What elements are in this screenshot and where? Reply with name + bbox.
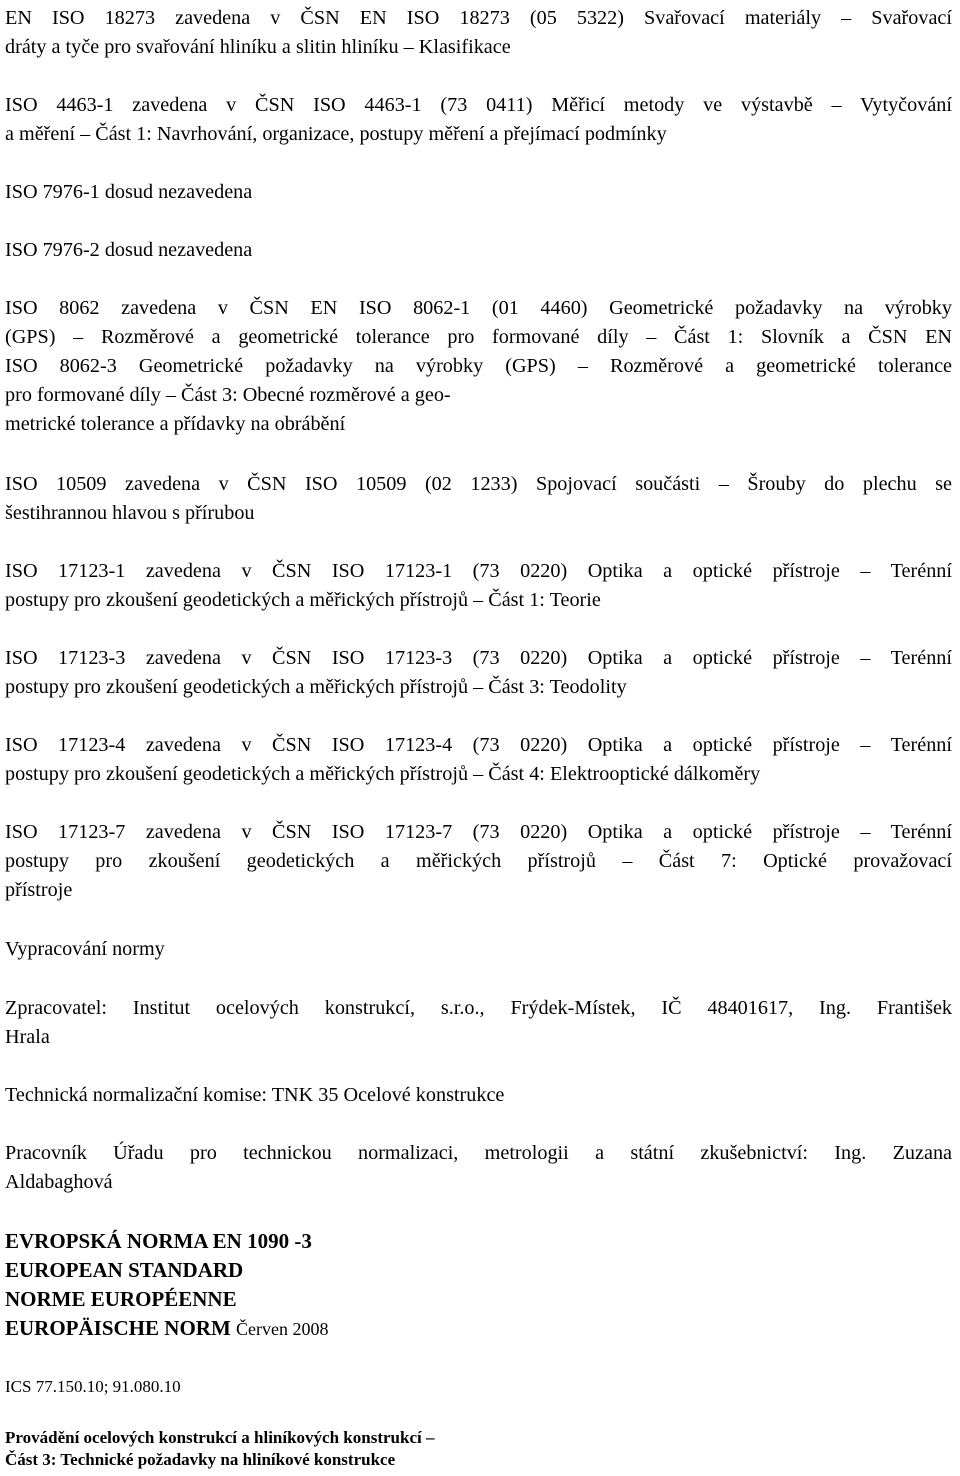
body-line: a měření – Část 1: Navrhování, organizace, postupy měření a přejímací podmínky — [5, 123, 667, 145]
body-line: ISO 17123-7 zavedena v ČSN ISO 17123-7 (73 0220) Optika a optické přístroje – Terénní — [5, 821, 952, 843]
ics-code: ICS 77.150.10; 91.080.10 — [5, 1377, 181, 1396]
body-line: Zpracovatel: Institut ocelových konstrukcí, s.r.o., Frýdek-Místek, IČ 48401617, Ing. František — [5, 997, 952, 1019]
standard-title-line: Provádění ocelových konstrukcí a hliníkových konstrukcí – — [5, 1428, 435, 1447]
body-line: ISO 8062-3 Geometrické požadavky na výrobky (GPS) – Rozměrové a geometrické tolerance — [5, 355, 952, 377]
body-line: ISO 17123-3 zavedena v ČSN ISO 17123-3 (73 0220) Optika a optické přístroje – Terénní — [5, 647, 952, 669]
standard-header-line: EUROPEAN STANDARD — [5, 1258, 244, 1282]
body-line: ISO 7976-1 dosud nezavedena — [5, 181, 253, 203]
body-line: Aldabaghová — [5, 1171, 113, 1193]
body-line: Technická normalizační komise: TNK 35 Ocelové konstrukce — [5, 1084, 505, 1106]
body-line: pro formované díly – Část 3: Obecné rozměrové a geo- — [5, 384, 451, 406]
body-line: postupy pro zkoušení geodetických a měřických přístrojů – Část 1: Teorie — [5, 589, 601, 611]
body-line: dráty a tyče pro svařování hliníku a slitin hliníku – Klasifikace — [5, 36, 511, 58]
body-line: EN ISO 18273 zavedena v ČSN EN ISO 18273 (05 5322) Svařovací materiály – Svařovací — [5, 7, 952, 29]
body-line: šestihrannou hlavou s přírubou — [5, 502, 255, 524]
body-line: (GPS) – Rozměrové a geometrické tolerance pro formované díly – Část 1: Slovník a ČSN EN — [5, 326, 952, 348]
body-line: přístroje — [5, 879, 73, 901]
standard-header-name: EUROPÄISCHE NORM — [5, 1316, 231, 1340]
standard-header-line: EVROPSKÁ NORMA EN 1090 -3 — [5, 1229, 312, 1253]
body-line: ISO 7976-2 dosud nezavedena — [5, 239, 253, 261]
standard-header-line: NORME EUROPÉENNE — [5, 1287, 237, 1311]
body-line: postupy pro zkoušení geodetických a měřických přístrojů – Část 3: Teodolity — [5, 676, 627, 698]
body-line: ISO 8062 zavedena v ČSN EN ISO 8062-1 (01 4460) Geometrické požadavky na výrobky — [5, 297, 952, 319]
standard-title-line: Část 3: Technické požadavky na hliníkové konstrukce — [5, 1450, 396, 1469]
standard-header-line — [5, 1314, 952, 1344]
body-line: ISO 17123-1 zavedena v ČSN ISO 17123-1 (73 0220) Optika a optické přístroje – Terénní — [5, 560, 952, 582]
body-line: postupy pro zkoušení geodetických a měřických přístrojů – Část 7: Optické provažovací — [5, 850, 952, 872]
body-line: postupy pro zkoušení geodetických a měřických přístrojů – Část 4: Elektrooptické dálkoměry — [5, 763, 761, 785]
body-line: Pracovník Úřadu pro technickou normalizaci, metrologii a státní zkušebnictví: Ing. Zuzana — [5, 1142, 952, 1164]
body-line: ISO 10509 zavedena v ČSN ISO 10509 (02 1233) Spojovací součásti – Šrouby do plechu se — [5, 473, 952, 495]
standard-date: Červen 2008 — [236, 1319, 329, 1339]
section-heading: Vypracování normy — [5, 938, 165, 960]
body-line: metrické tolerance a přídavky na obrábění — [5, 413, 346, 435]
body-line: ISO 17123-4 zavedena v ČSN ISO 17123-4 (73 0220) Optika a optické přístroje – Terénní — [5, 734, 952, 756]
body-line: ISO 4463-1 zavedena v ČSN ISO 4463-1 (73 0411) Měřicí metody ve výstavbě – Vytyčování — [5, 94, 952, 116]
body-line: Hrala — [5, 1026, 50, 1048]
